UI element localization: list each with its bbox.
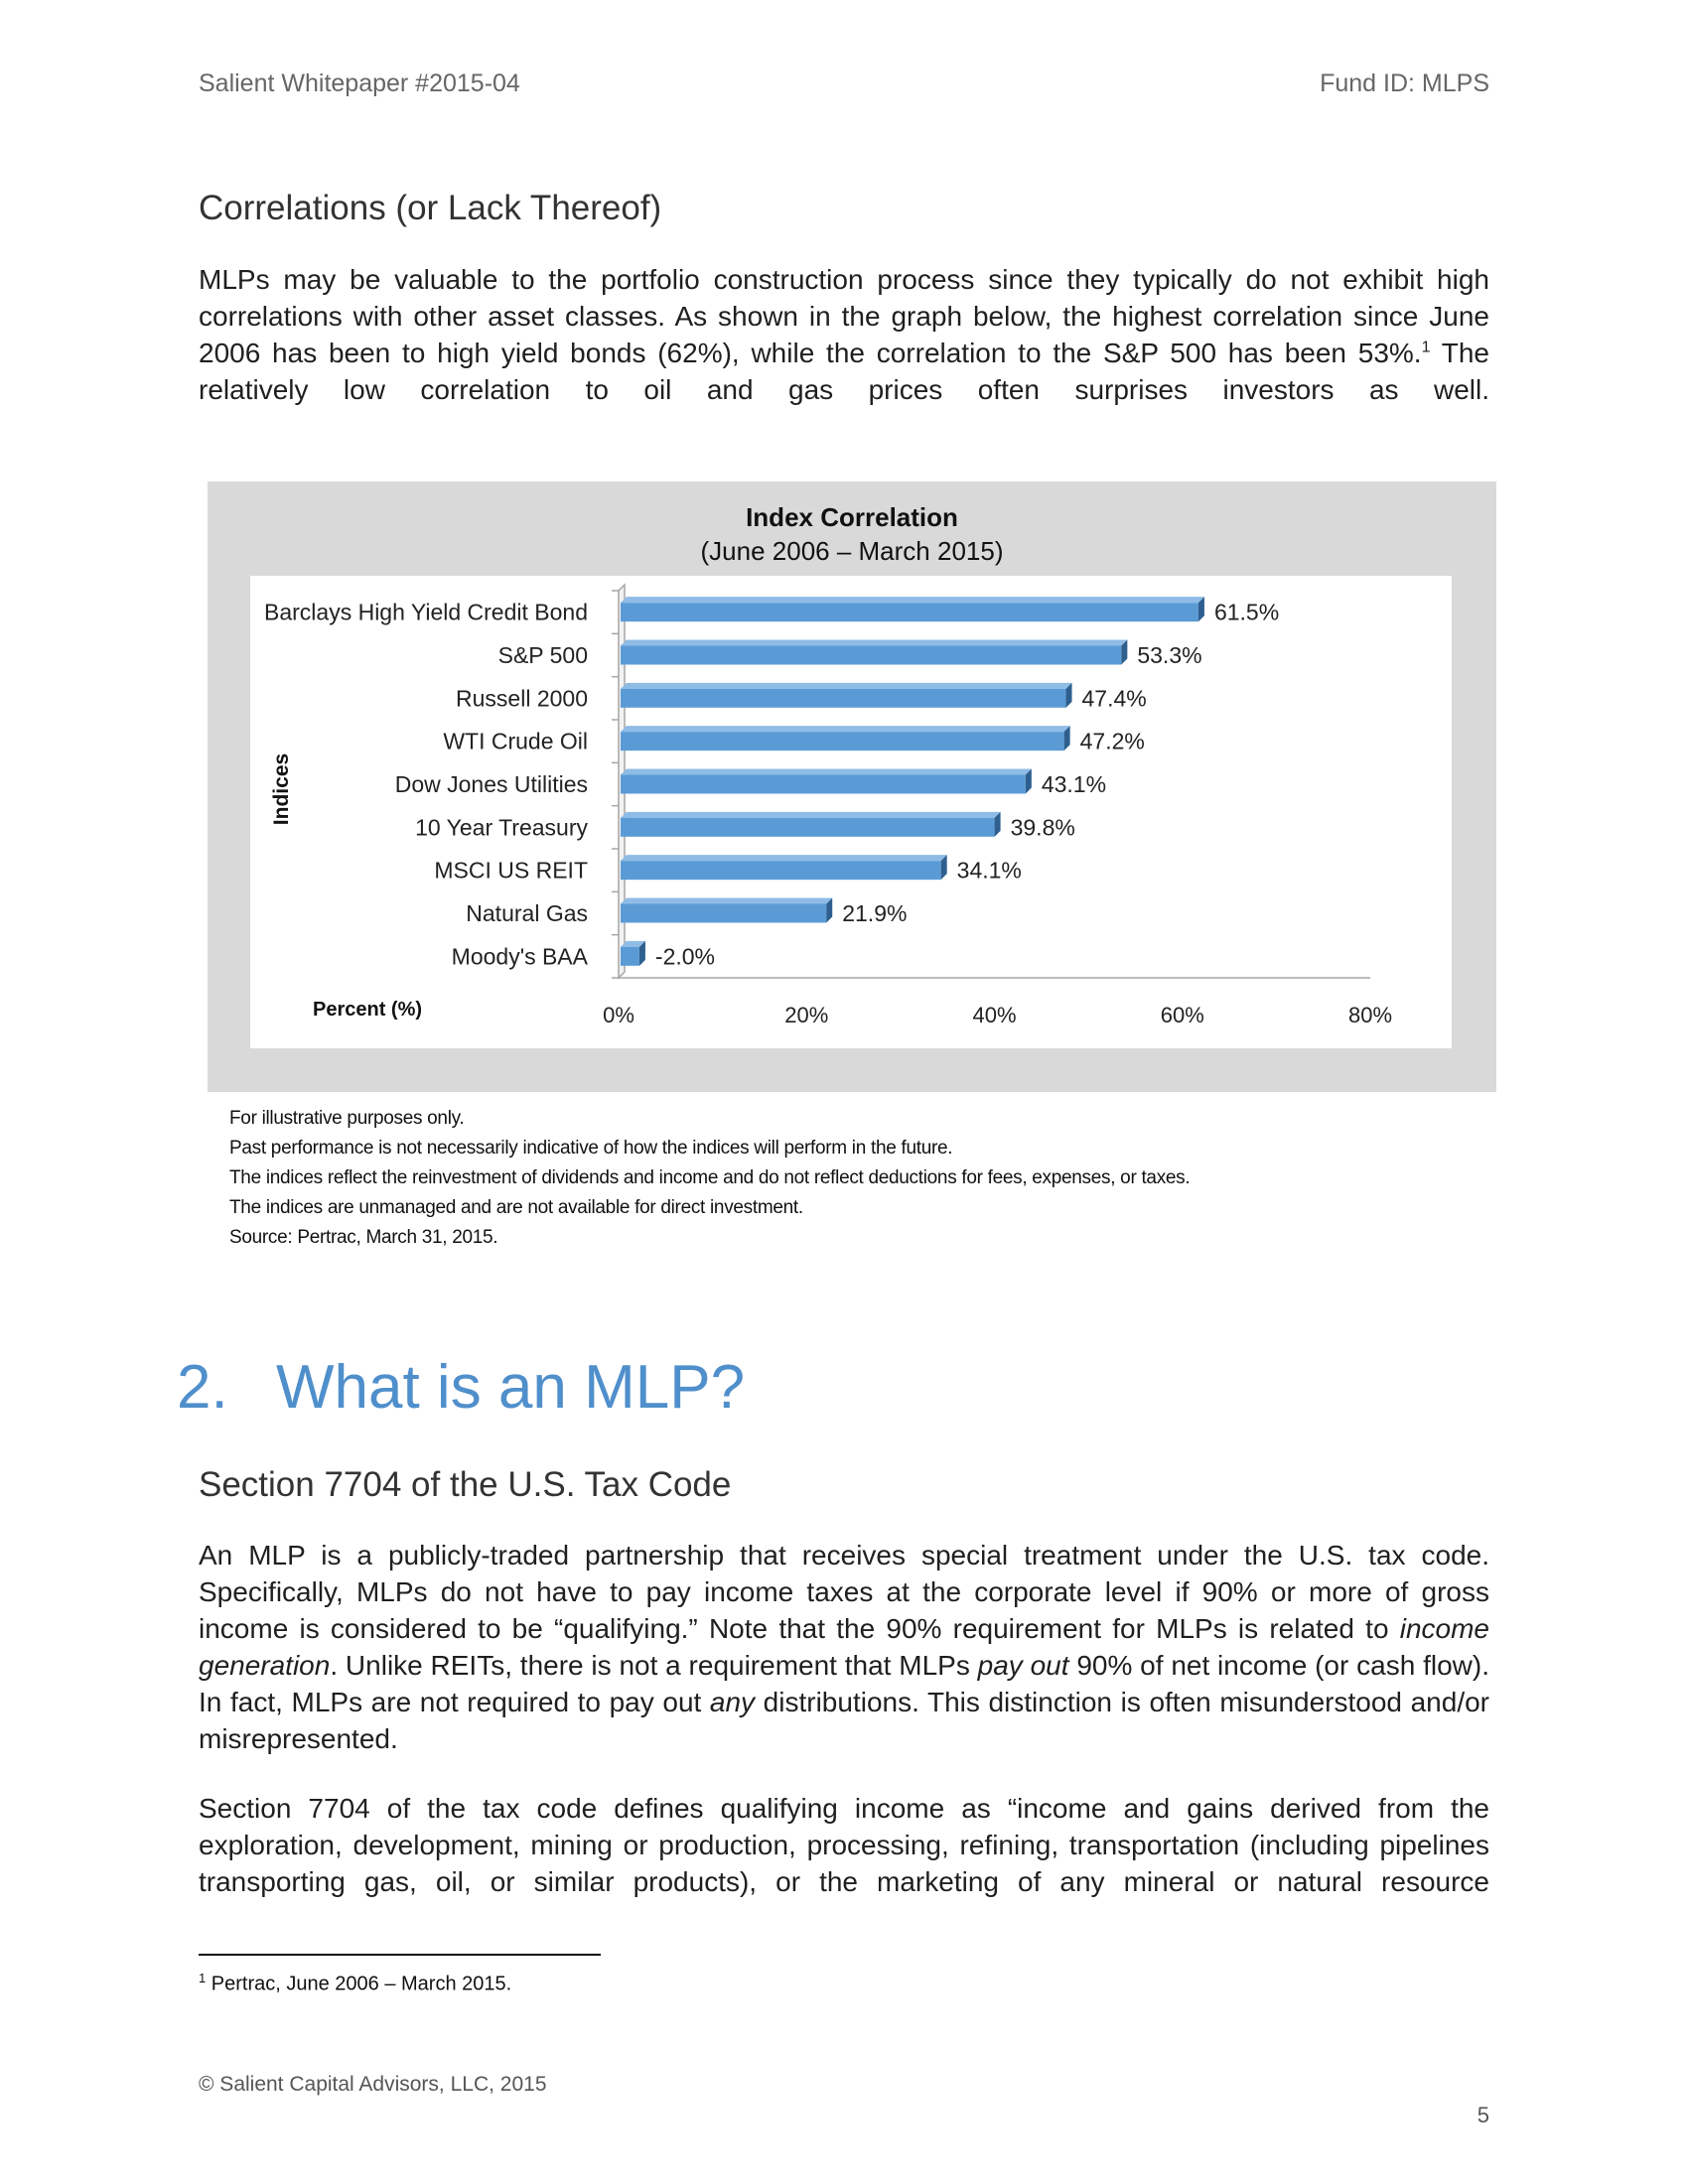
- bar: [621, 646, 1121, 665]
- category-label: Moody's BAA: [451, 943, 588, 970]
- bar-top-face: [621, 898, 832, 904]
- bar-value-label: 61.5%: [1213, 599, 1280, 625]
- bar-value-label: 21.9%: [842, 900, 908, 926]
- bar: [621, 861, 941, 880]
- category-label: Natural Gas: [466, 900, 588, 926]
- section-heading-correlations: Correlations (or Lack Thereof): [199, 189, 662, 227]
- chart-note: The indices reflect the reinvestment of dividends and income and do not reflect deductions for fees, expenses, or taxes.: [229, 1167, 1191, 1188]
- bar-value-label: 34.1%: [956, 857, 1022, 884]
- bar-value-label: 43.1%: [1041, 771, 1107, 797]
- p1-emphasis-any: any: [709, 1687, 756, 1717]
- bar-value-label: 39.8%: [1010, 814, 1075, 841]
- bar: [621, 775, 1026, 794]
- x-tick-label: 20%: [784, 1003, 829, 1027]
- section-title-text: What is an MLP?: [276, 1353, 746, 1422]
- category-label: MSCI US REIT: [434, 857, 588, 884]
- qualifying-income-paragraph: Section 7704 of the tax code defines qualifying income as “income and gains derived from the exploration, development, mining or production, processing, refining, transportation (including pipelines transporting gas, oil, or similar products), or the marketing of any mineral or natural resource: [199, 1793, 1489, 1897]
- bar: [621, 947, 639, 966]
- p1-text-g: distributions. This distinction is often misunderstood and/or misrepresented.: [199, 1687, 1489, 1754]
- paragraph-text-cont: The relatively low correlation to oil and gas prices often surprises investors as well.: [199, 338, 1489, 405]
- x-tick-label: 0%: [603, 1003, 634, 1027]
- category-label: WTI Crude Oil: [443, 728, 588, 754]
- category-label: Barclays High Yield Credit Bond: [264, 599, 588, 625]
- section-2-title: [177, 1352, 745, 1423]
- bar: [621, 818, 995, 837]
- bar: [621, 732, 1064, 751]
- bar: [621, 603, 1198, 621]
- bar-top-face: [621, 640, 1127, 646]
- bar-top-face: [621, 683, 1072, 689]
- p1-text-c: . Unlike REITs, there is not a requirement that MLPs: [330, 1650, 978, 1681]
- bar: [621, 904, 826, 923]
- footnote: [199, 1971, 511, 1996]
- p1-text-a: An MLP is a publicly-traded partnership that receives special treatment under the U.S. tax code. Specifically, MLPs do not have to pay income taxes at the corporate level if 90% or more of gross income is considered to be “qualifying.” Note that the 90% requirement for MLPs is related to: [199, 1540, 1489, 1644]
- header-doc-id: Salient Whitepaper #2015-04: [199, 69, 520, 97]
- bar-value-label: -2.0%: [654, 943, 716, 970]
- mlp-definition-paragraph: [199, 1537, 1489, 1757]
- bar-value-label: 53.3%: [1137, 642, 1202, 668]
- chart-note: Source: Pertrac, March 31, 2015.: [229, 1227, 498, 1248]
- x-tick-label: 40%: [972, 1003, 1017, 1027]
- page-number: 5: [1477, 2103, 1489, 2127]
- p1-emphasis-income-generation: income generation: [199, 1613, 1489, 1681]
- footnote-divider: [199, 1954, 601, 1956]
- section-heading-7704: Section 7704 of the U.S. Tax Code: [199, 1465, 732, 1504]
- bar-value-label: 47.4%: [1081, 685, 1147, 712]
- footnote-number: 1: [199, 1971, 207, 1985]
- category-label: Russell 2000: [456, 685, 588, 712]
- x-tick-label: 60%: [1160, 1003, 1204, 1027]
- chart-layer: [264, 585, 1392, 1027]
- category-label: Dow Jones Utilities: [394, 771, 588, 797]
- bar: [621, 689, 1066, 708]
- footnote-text: Pertrac, June 2006 – March 2015.: [206, 1973, 512, 1995]
- bar-top-face: [621, 812, 1001, 818]
- bar-top-face: [621, 855, 947, 861]
- p1-emphasis-pay-out: pay out: [977, 1650, 1069, 1681]
- chart-notes: [229, 1104, 1190, 1253]
- p1-text-e: 90% of net income (or cash flow). In fact, MLPs are not required to pay out: [199, 1650, 1489, 1717]
- bar-top-face: [621, 597, 1204, 603]
- chart-note: Past performance is not necessarily indicative of how the indices will perform in the future.: [229, 1138, 953, 1159]
- category-label: 10 Year Treasury: [415, 814, 588, 841]
- category-label: S&P 500: [497, 642, 588, 668]
- paragraph-text: MLPs may be valuable to the portfolio construction process since they typically do not exhibit high correlations with other asset classes. As shown in the graph below, the highest correlation since June 2006 has been to high yield bonds (62%), while the correlation to the S&P 500 has been 53%.: [199, 264, 1489, 368]
- footnote-ref[interactable]: 1: [1421, 339, 1431, 356]
- y-axis-title: Indices: [270, 752, 293, 826]
- section-number: 2.: [177, 1353, 228, 1422]
- footer-copyright: © Salient Capital Advisors, LLC, 2015: [199, 2073, 547, 2096]
- x-axis-title: Percent (%): [313, 999, 423, 1021]
- header-fund-id: Fund ID: MLPS: [1320, 69, 1489, 97]
- chart-note: For illustrative purposes only.: [229, 1108, 465, 1129]
- bar-top-face: [621, 726, 1070, 732]
- chart-title: Index Correlation: [746, 502, 958, 532]
- chart-subtitle: (June 2006 – March 2015): [700, 536, 1004, 566]
- bar-top-face: [621, 769, 1032, 775]
- bar-value-label: 47.2%: [1079, 728, 1145, 754]
- chart-note: The indices are unmanaged and are not available for direct investment.: [229, 1197, 803, 1218]
- x-tick-label: 80%: [1347, 1003, 1393, 1027]
